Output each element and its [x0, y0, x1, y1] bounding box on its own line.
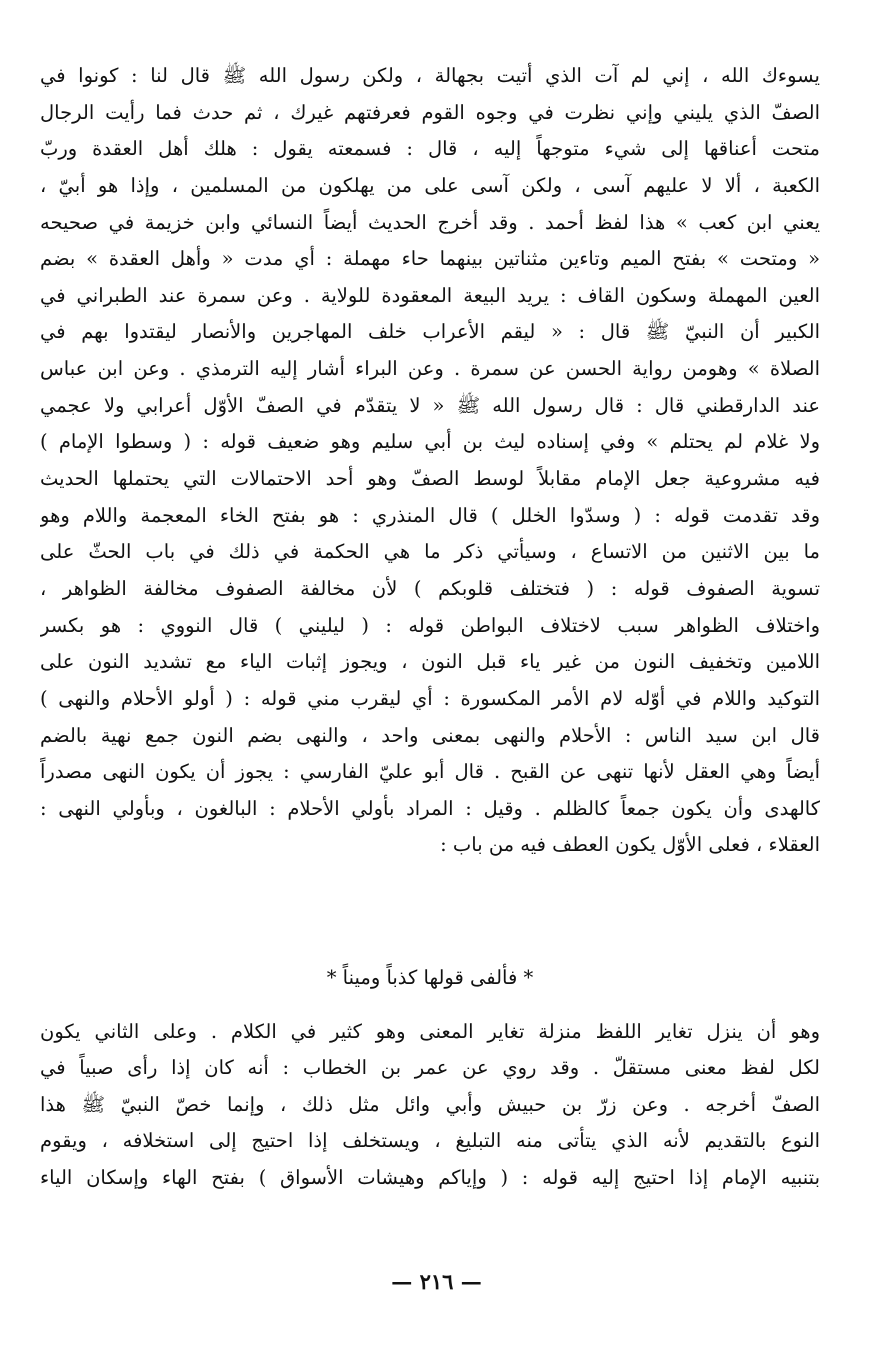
secondary-text-block [40, 1014, 820, 1196]
text-line: الصفّ الذي يليني وإني نظرت في وجوه القوم فعرفتهم غيرك ، ثم حدث فما رأيت الرجال [40, 100, 820, 124]
page-number: — ٢١٦ — [391, 1269, 482, 1294]
text-line: أيضاً وهي العقل لأنها تنهى عن القبح . قال أبو عليّ الفارسي : يجوز أن يكون النهى مصدراً [40, 760, 820, 784]
text-line: تسوية الصفوف قوله : ( فتختلف قلوبكم ) لأن مخالفة الصفوف مخالفة الظواهر ، [40, 576, 820, 600]
text-line: اللامين وتخفيف النون من غير ياء قبل النون ، ويجوز إثبات الياء مع تشديد النون على [40, 650, 820, 674]
text-line: متحت أعناقها إلى شيء متوجهاً إليه ، قال : فسمعته يقول : هلك أهل العقدة وربّ [40, 137, 820, 161]
text-line: وهو أن ينزل تغاير اللفظ منزلة تغاير المعنى وهو كثير في الكلام . وعلى الثاني يكون [40, 1020, 820, 1043]
text-line: الكبير أن النبيّ ﷺ قال : « ليقم الأعراب خلف المهاجرين والأنصار ليقتدوا بهم في [40, 320, 820, 344]
text-line: العين المهملة وسكون القاف : يريد البيعة المعقودة للولاية . وعن سمرة عند الطبراني في [40, 283, 820, 307]
text-line: يعني ابن كعب » هذا لفظ أحمد . وقد أخرج الحديث أيضاً النسائي وابن خزيمة في صحيحه [40, 210, 820, 234]
text-line: عند الدارقطني قال : قال رسول الله ﷺ « لا يتقدّم في الصفّ الأوّل أعرابي ولا عجمي [40, 393, 820, 417]
text-line: الصفّ أخرجه . وعن زرّ بن حبيش وأبي وائل مثل ذلك ، وإنما خصّ النبيّ ﷺ هذا [40, 1092, 820, 1116]
text-line: كالهدى وأن يكون جمعاً كالظلم . وقيل : المراد بأولي الأحلام : البالغون ، وبأولي النهى : [40, 796, 820, 820]
text-line: بتنبيه الإمام إذا احتيج إليه قوله : ( وإياكم وهيشات الأسواق ) بفتح الهاء وإسكان الياء [40, 1165, 820, 1189]
text-line: فيه مشروعية جعل الإمام مقابلاً لوسط الصفّ وهو أحد الاحتمالات التي يحتملها الحديث [40, 467, 820, 491]
text-line: « ومتحت » بفتح الميم وتاءين مثناتين بينهما حاء مهملة : أي مدت « وأهل العقدة » بضم [40, 247, 820, 271]
text-line: العقلاء ، فعلى الأوّل يكون العطف فيه من باب : [440, 833, 820, 857]
text-line: النوع بالتقديم لأنه الذي يتأتى منه التبليغ ، ويستخلف إذا احتيج إلى استخلافه ، ويقوم [40, 1129, 820, 1153]
text-line: وقد تقدمت قوله : ( وسدّوا الخلل ) قال المنذري : هو بفتح الخاء المعجمة واللام وهو [40, 503, 820, 527]
text-line: الصلاة » وهومن رواية الحسن عن سمرة . وعن البراء أشار إليه الترمذي . وعن ابن عباس [40, 357, 820, 381]
text-line: التوكيد واللام في أوّله لام الأمر المكسورة : أي ليقرب مني قوله : ( أولو الأحلام والنهى ) [40, 686, 820, 710]
text-line: ولا غلام لم يحتلم » وفي إسناده ليث بن أبي سليم وهو ضعيف قوله : ( وسطوا الإمام ) [40, 430, 820, 454]
text-line: يسوءك الله ، إني لم آت الذي أتيت بجهالة ، ولكن رسول الله ﷺ قال لنا : كونوا في [40, 64, 820, 87]
poetry-verse: * فألفى قولها كذباً وميناً * [326, 966, 534, 989]
text-line: واختلاف الظواهر سبب لاختلاف البواطن قوله : ( ليليني ) قال النووي : هو بكسر [40, 613, 820, 637]
text-line: الكعبة ، ألا لا عليهم آسى ، ولكن آسى على من يهلكون من المسلمين ، وإذا هو أبيّ ، [40, 173, 820, 197]
text-line: ما بين الاثنين من الاتساع ، وسيأتي ذكر ما هي الحكمة في ذلك في باب الحثّ على [40, 540, 820, 564]
text-line: لكل لفظ معنى مستقلّ . وقد روي عن عمر بن الخطاب : أنه كان إذا رأى صبياً في [40, 1056, 820, 1080]
main-text-block [40, 58, 820, 864]
text-line: قال ابن سيد الناس : الأحلام والنهى بمعنى واحد ، والنهى بضم النون جمع نهية بالضم [40, 723, 820, 747]
